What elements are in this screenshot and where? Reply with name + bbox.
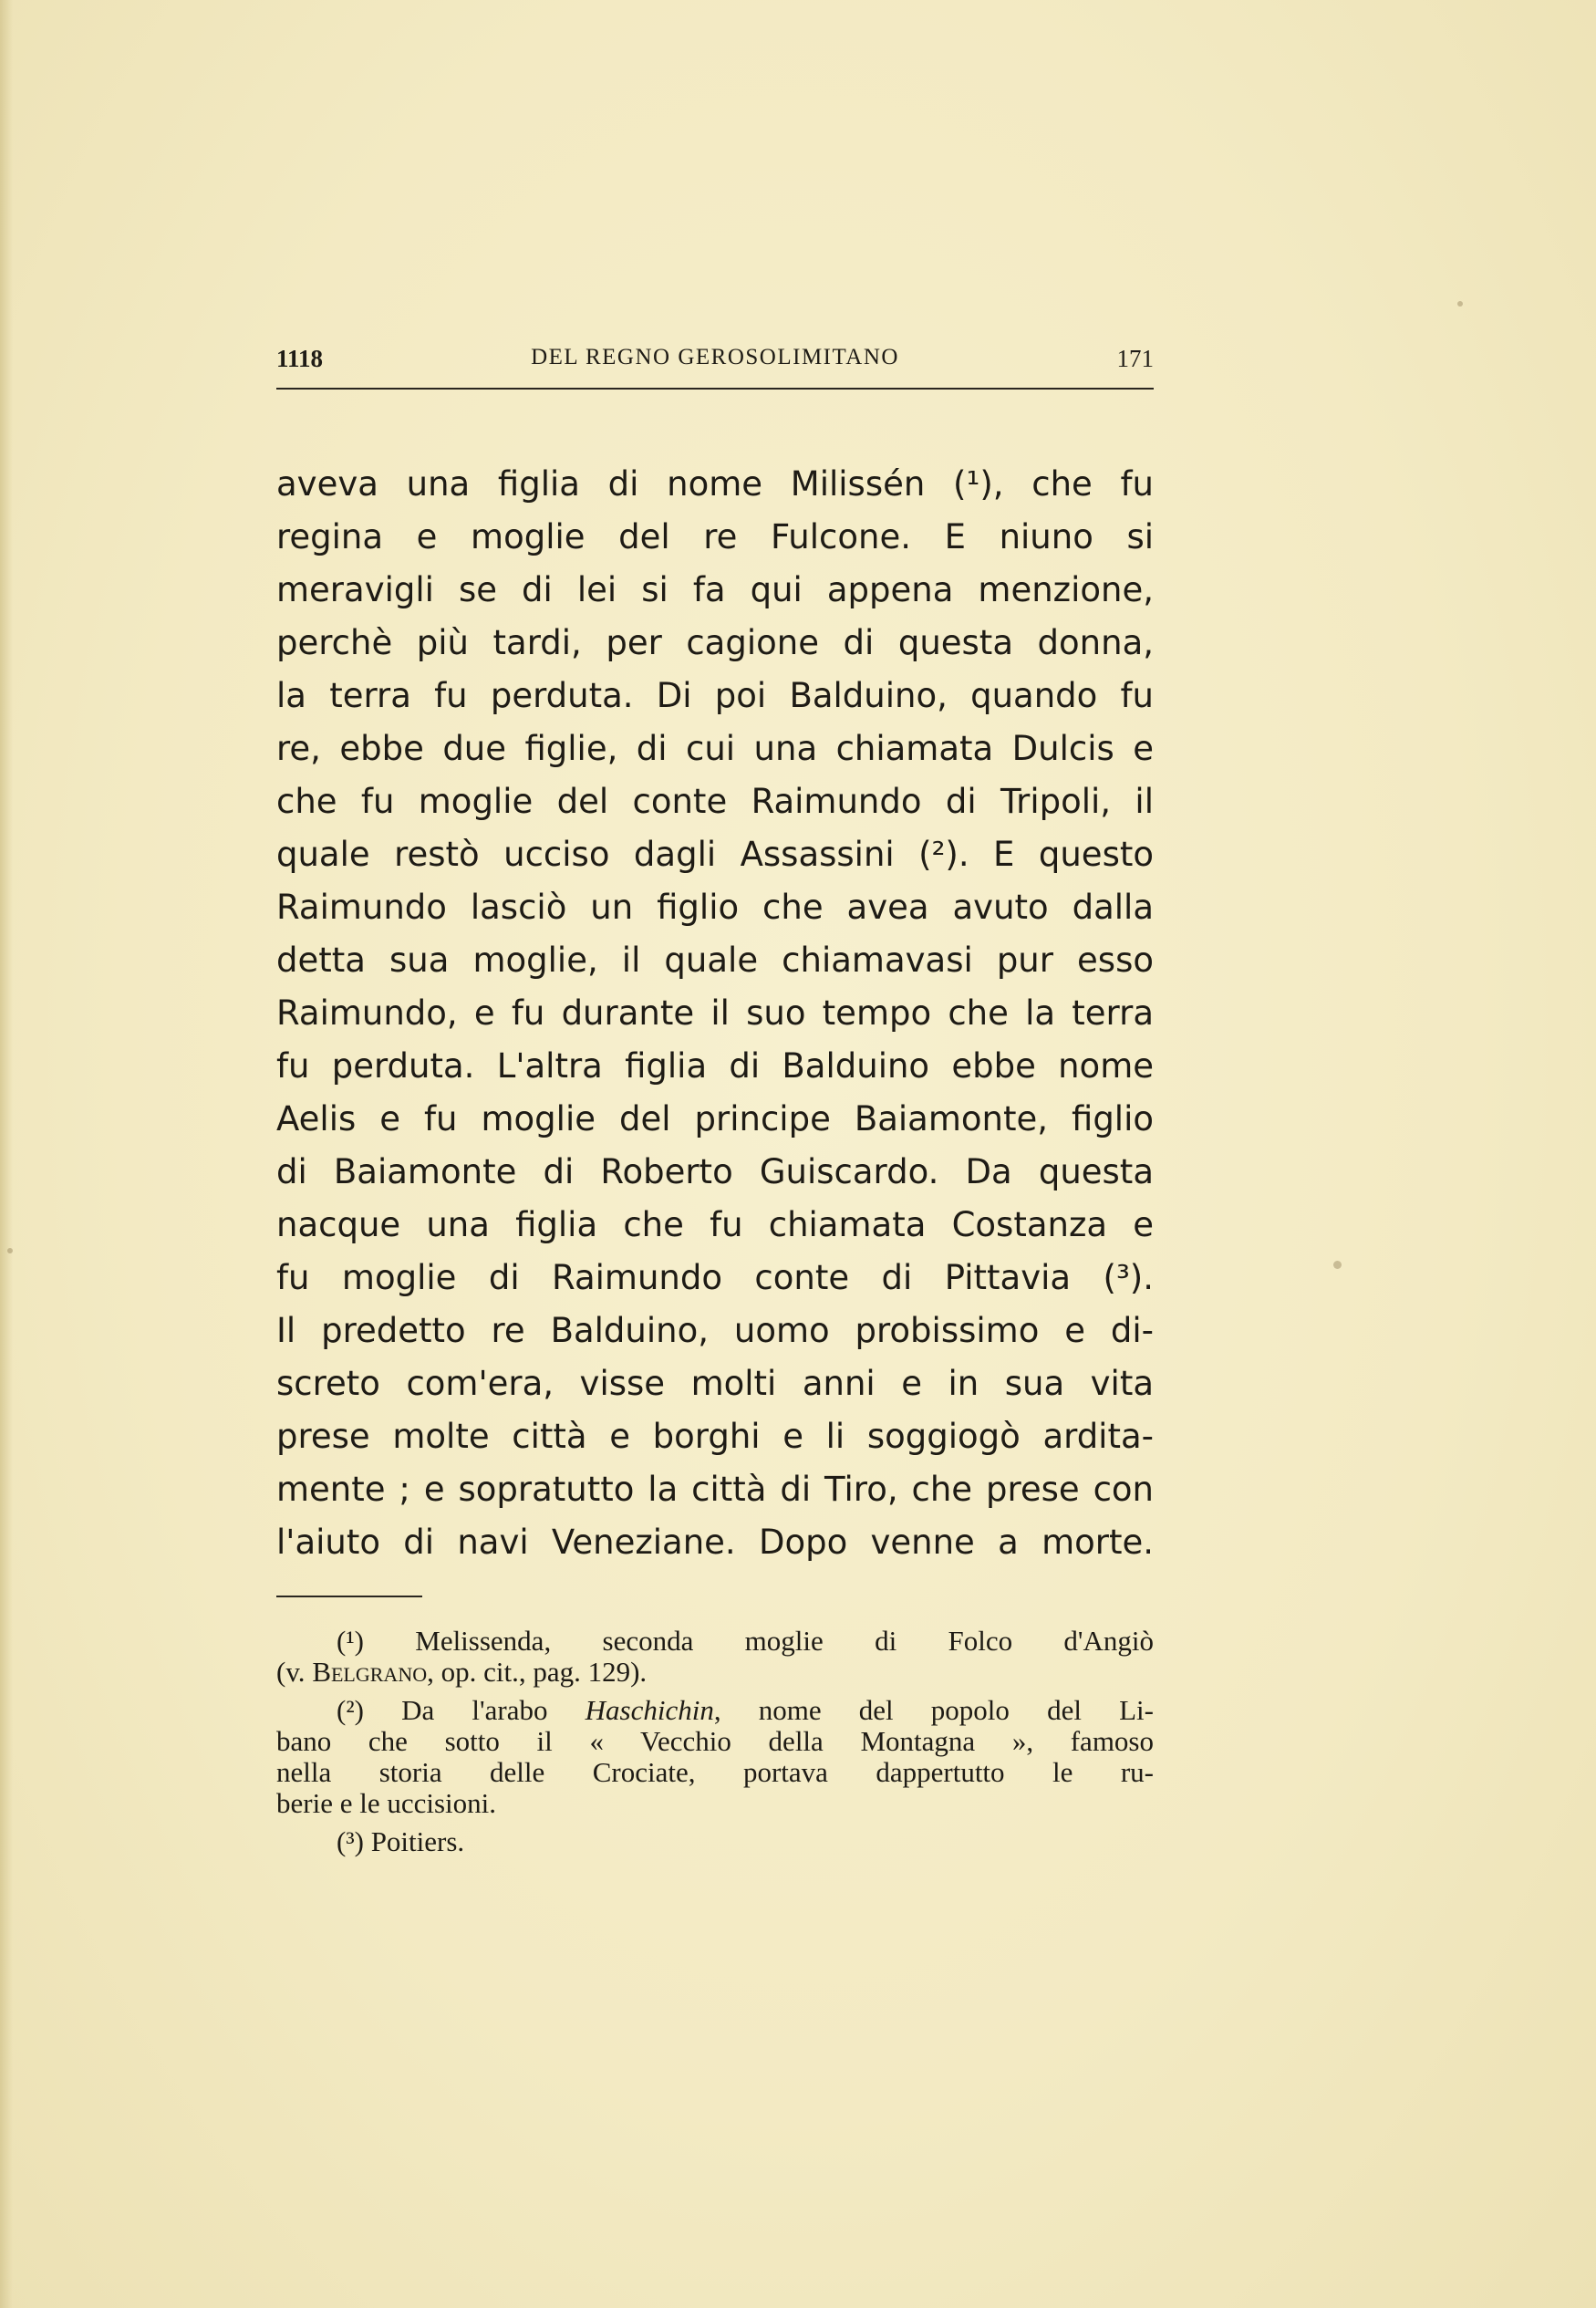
paper-spot [1333,1261,1342,1269]
paper-spot [1457,301,1463,307]
text-line: Raimundo lasciò un figlio che avea avuto dalla [276,888,1154,927]
text-line: screto com'era, visse molti anni e in sua vita [276,1364,1154,1403]
header-rule [276,388,1154,390]
footnote-1-line [276,1657,1154,1688]
text-line: prese molte città e borghi e li soggiogò ardita- [276,1417,1154,1456]
text-line: meravigli se di lei si fa qui appena menzione, [276,570,1154,609]
text-line: mente ; e sopratutto la città di Tiro, che prese con [276,1470,1154,1509]
text-line: detta sua moglie, il quale chiamavasi pur esso [276,941,1154,980]
header-year: 1118 [276,345,324,372]
text-line: che fu moglie del conte Raimundo di Tripoli, il [276,782,1154,821]
text-line: Raimundo, e fu durante il suo tempo che la terra [276,993,1154,1033]
footnote-text: , nome del popolo del Li- [713,1694,1154,1726]
footnote-2-line: berie e le uccisioni. [276,1787,497,1819]
footnote-text: (v. [276,1656,313,1688]
text-line: quale restò ucciso dagli Assassini (²). E questo [276,835,1154,874]
footnote-1-line: (¹) Melissenda, seconda moglie di Folco d'Angiò [337,1625,1154,1657]
footnote-rule [276,1596,422,1597]
paper-spot [7,1248,13,1253]
footnote-text: , op. cit., pag. 129). [427,1656,648,1688]
footnote-term: Haschichin [585,1694,714,1726]
footnote-2-line: bano che sotto il « Vecchio della Montagna », famoso [276,1725,1154,1757]
text-line: fu perduta. L'altra figlia di Balduino ebbe nome [276,1046,1154,1086]
footnote-3-line: (³) Poitiers. [337,1825,465,1857]
text-line: aveva una figlia di nome Milissén (¹), che fu [276,464,1154,504]
text-line: re, ebbe due figlie, di cui una chiamata Dulcis e [276,729,1154,768]
text-line: Il predetto re Balduino, uomo probissimo e di- [276,1311,1154,1350]
header-title: DEL REGNO GEROSOLIMITANO [531,345,899,369]
text-line: regina e moglie del re Fulcone. E niuno si [276,517,1154,556]
body-text [276,458,1154,1569]
page-edge-shadow [0,0,13,2308]
footnote-2-line [276,1695,1154,1726]
footnote-author: Belgrano [312,1656,428,1688]
footnote-text: (²) Da l'arabo [337,1694,586,1726]
text-line: l'aiuto di navi Veneziane. Dopo venne a morte. [276,1523,1154,1562]
text-line: la terra fu perduta. Di poi Balduino, quando fu [276,676,1154,715]
text-line: perchè più tardi, per cagione di questa donna, [276,623,1154,662]
footnotes [276,1626,1154,1857]
text-line: Aelis e fu moglie del principe Baiamonte, figlio [276,1099,1154,1138]
text-line: di Baiamonte di Roberto Guiscardo. Da questa [276,1152,1154,1191]
text-line: nacque una figlia che fu chiamata Costanza e [276,1205,1154,1244]
page-number: 171 [1116,345,1154,372]
running-header [276,341,1154,378]
text-line: fu moglie di Raimundo conte di Pittavia (³). [276,1258,1154,1297]
footnote-2-line: nella storia delle Crociate, portava dappertutto le ru- [276,1756,1154,1788]
